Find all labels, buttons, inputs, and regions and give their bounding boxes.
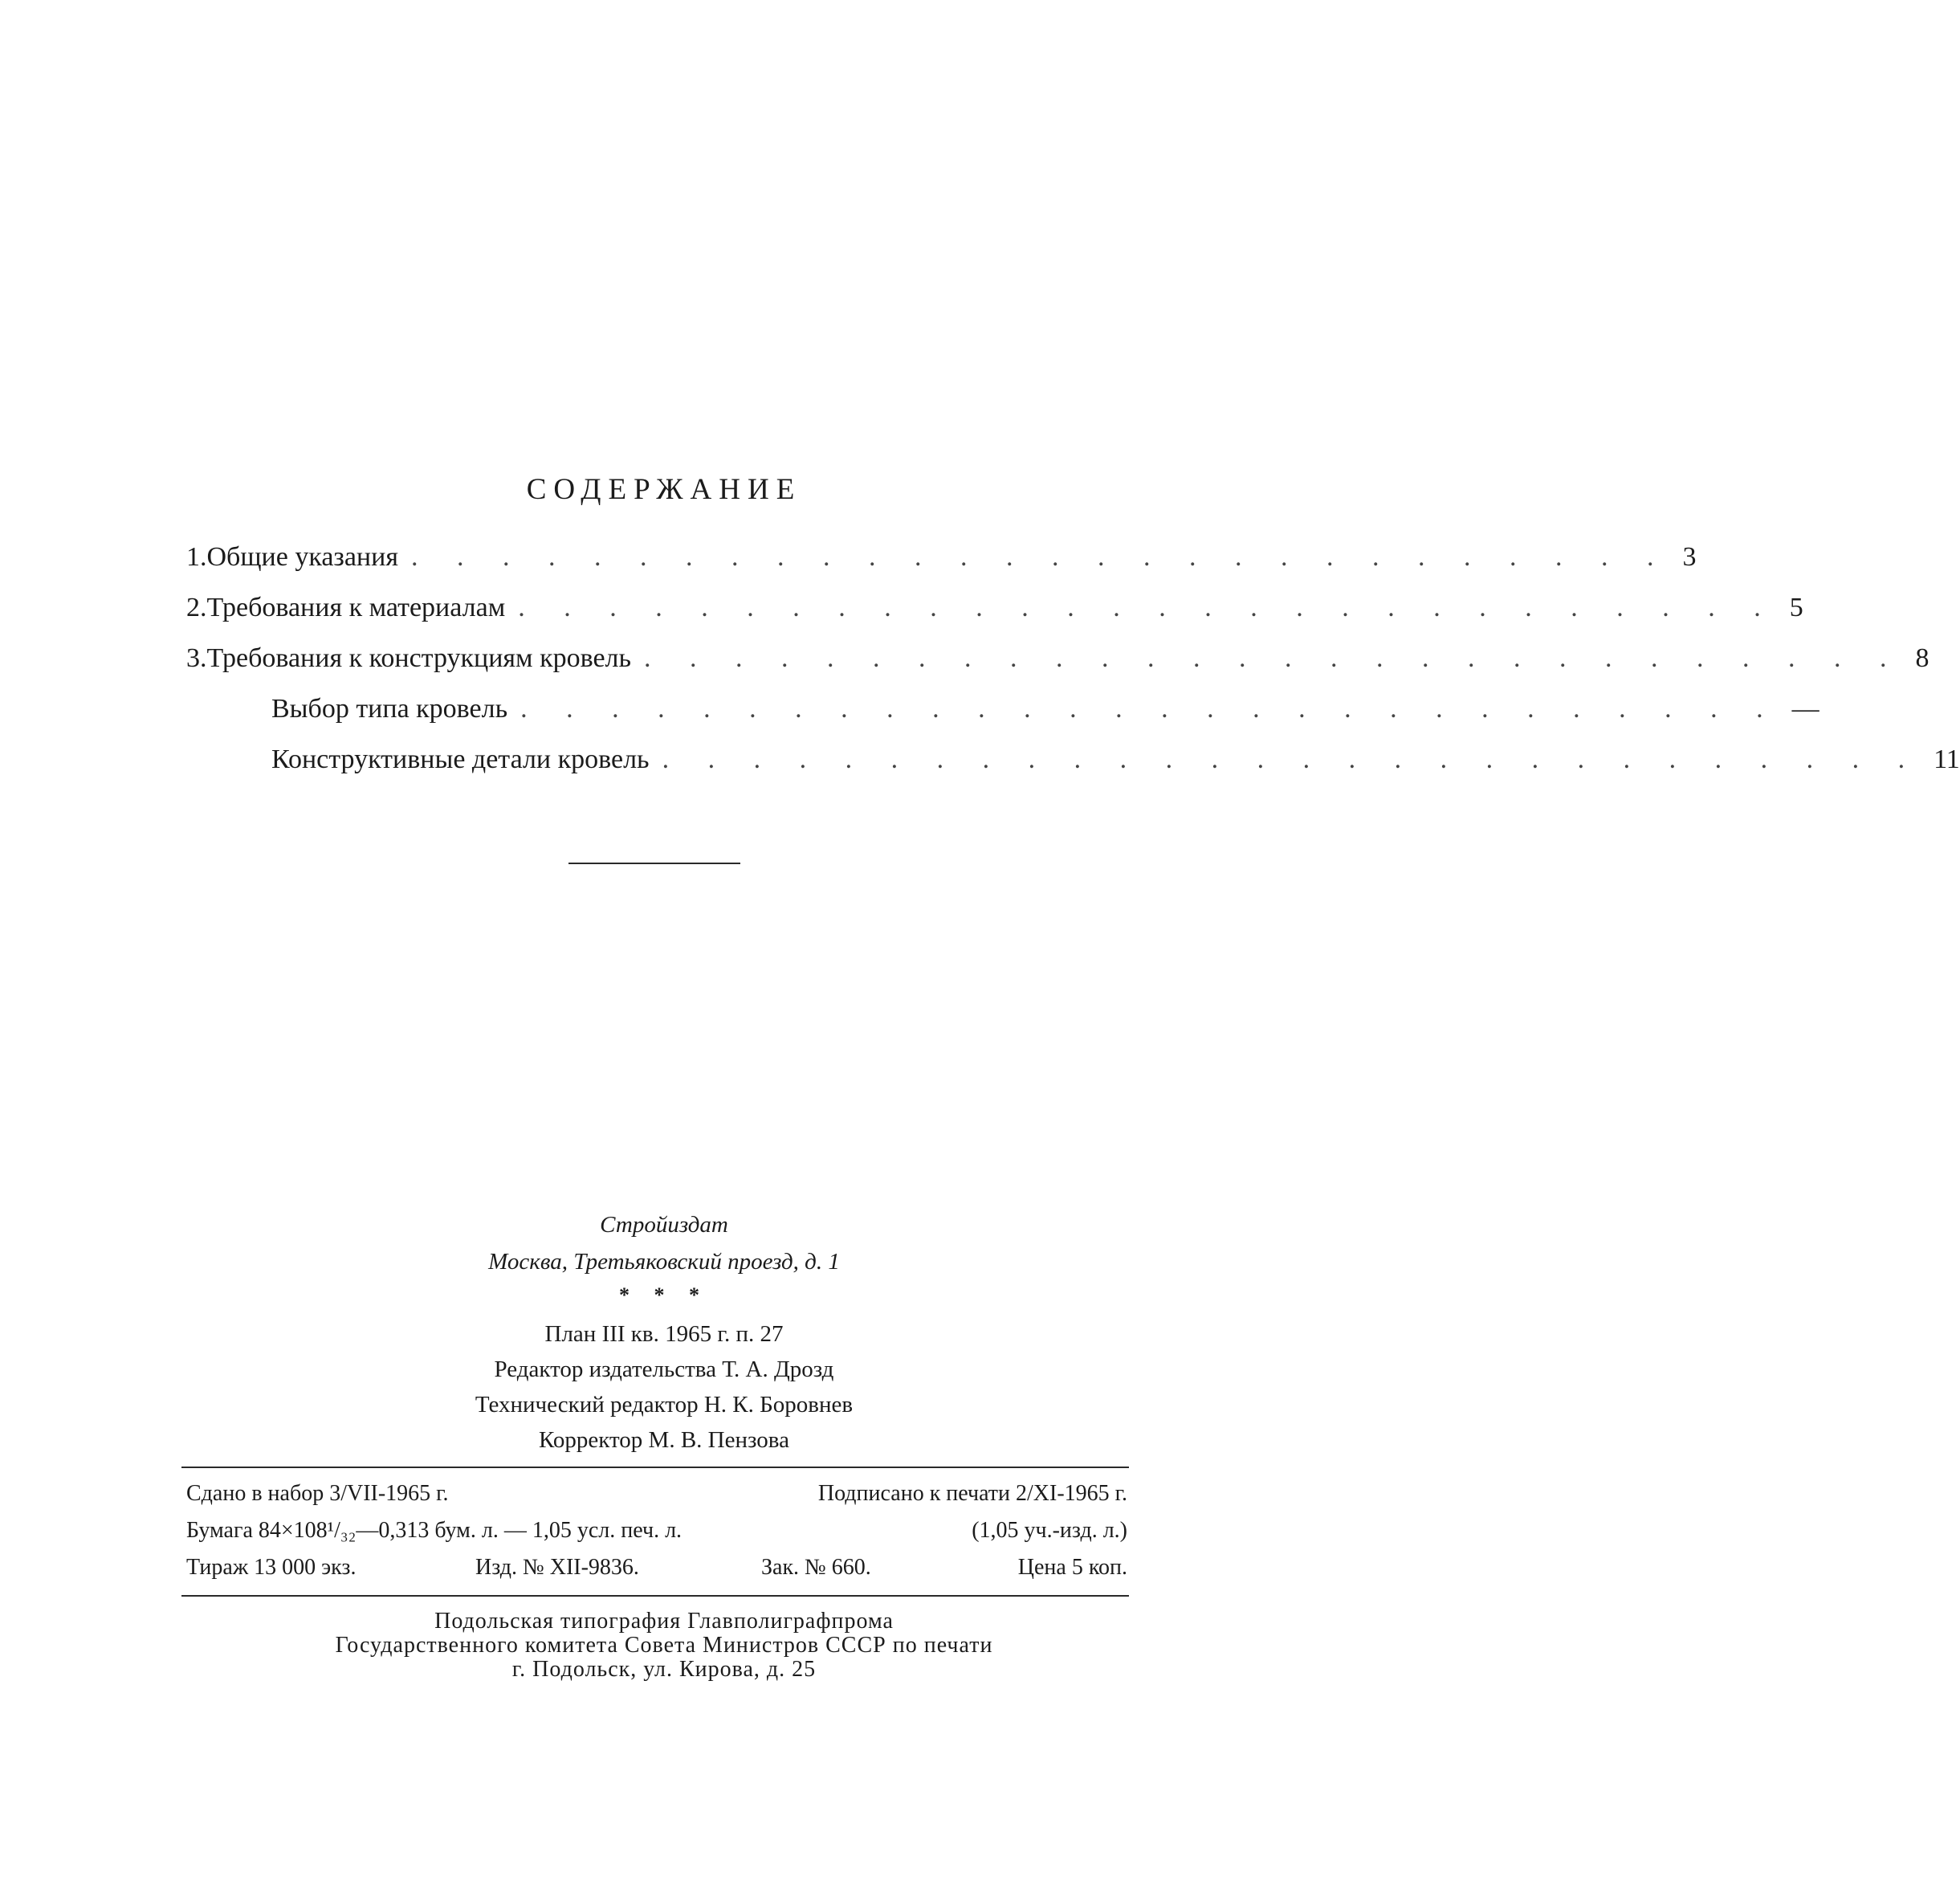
toc-leader: . . . . . . . . . . . . . . . . . . . . . . . . . . . . — [520, 694, 1779, 724]
publication-volume: (1,05 уч.-изд. л.) — [972, 1518, 1127, 1543]
publication-number: Изд. № XII-9836. — [475, 1555, 639, 1580]
section-divider — [568, 863, 740, 864]
toc-leader: . . . . . . . . . . . . . . . . . . . . . . . . . . . . — [644, 643, 1903, 673]
toc-leader: . . . . . . . . . . . . . . . . . . . . . . . . . . . . — [662, 745, 1921, 774]
imprint-row-3 — [186, 1552, 1127, 1584]
toc-label: Требования к конструкциям кровель — [206, 643, 632, 673]
toc-leader: . . . . . . . . . . . . . . . . . . . . . . . . . . . . — [518, 593, 1777, 622]
toc-entry-1[interactable] — [186, 540, 1697, 575]
toc-entry-3[interactable] — [186, 641, 1929, 676]
printer-line-1: Подольская типография Главполиграфпрома — [434, 1609, 894, 1634]
toc-page-number: — — [1791, 694, 1819, 724]
sent-to-type: Сдано в набор 3/VII-1965 г. — [186, 1481, 449, 1506]
toc-number: 1. — [186, 542, 207, 572]
toc-label: Общие указания — [206, 542, 398, 572]
printer-line-3: г. Подольск, ул. Кирова, д. 25 — [511, 1657, 817, 1682]
imprint-rule-top — [181, 1467, 1129, 1468]
order-number: Зак. № 660. — [761, 1555, 871, 1580]
toc-page-number: 8 — [1915, 643, 1929, 673]
publisher-address: Москва, Третьяковский проезд, д. 1 — [488, 1249, 840, 1275]
imprint-row-1 — [186, 1478, 1127, 1510]
ornament-separator: * * * — [619, 1283, 709, 1307]
toc-leader: . . . . . . . . . . . . . . . . . . . . . . . . . . . . — [410, 542, 1670, 572]
signed-to-print: Подписано к печати 2/XI-1965 г. — [817, 1481, 1127, 1506]
toc-page-number: 11 — [1934, 745, 1960, 774]
toc-entry-3-2[interactable] — [271, 742, 1960, 777]
printer-line-2: Государственного комитета Совета Министров СССР по печати — [335, 1633, 993, 1658]
toc-number: 3. — [186, 643, 207, 673]
toc-entry-2[interactable] — [186, 590, 1803, 626]
plan-line: План III кв. 1965 г. п. 27 — [544, 1321, 784, 1347]
toc-label: Выбор типа кровель — [271, 694, 508, 724]
contents-title: СОДЕРЖАНИЕ — [526, 473, 802, 506]
tech-editor-line: Технический редактор Н. К. Боровнев — [475, 1392, 854, 1418]
toc-label: Конструктивные детали кровель — [271, 745, 650, 774]
toc-page-number: 3 — [1682, 542, 1697, 572]
toc-number: 2. — [186, 593, 207, 622]
imprint-row-2 — [186, 1515, 1127, 1547]
imprint-rule-bottom — [181, 1595, 1129, 1597]
editor-line: Редактор издательства Т. А. Дрозд — [494, 1356, 834, 1382]
toc-label: Требования к материалам — [206, 593, 506, 622]
publisher-name: Стройиздат — [600, 1212, 728, 1238]
toc-page-number: 5 — [1789, 593, 1803, 622]
proofreader-line: Корректор М. В. Пензова — [539, 1427, 789, 1453]
price: Цена 5 коп. — [1017, 1555, 1127, 1580]
toc-entry-3-1[interactable] — [271, 691, 1819, 727]
print-run: Тираж 13 000 экз. — [186, 1555, 357, 1580]
paper-format: Бумага 84×108¹/₃₂—0,313 бум. л. — 1,05 усл. печ. л. — [186, 1518, 683, 1543]
